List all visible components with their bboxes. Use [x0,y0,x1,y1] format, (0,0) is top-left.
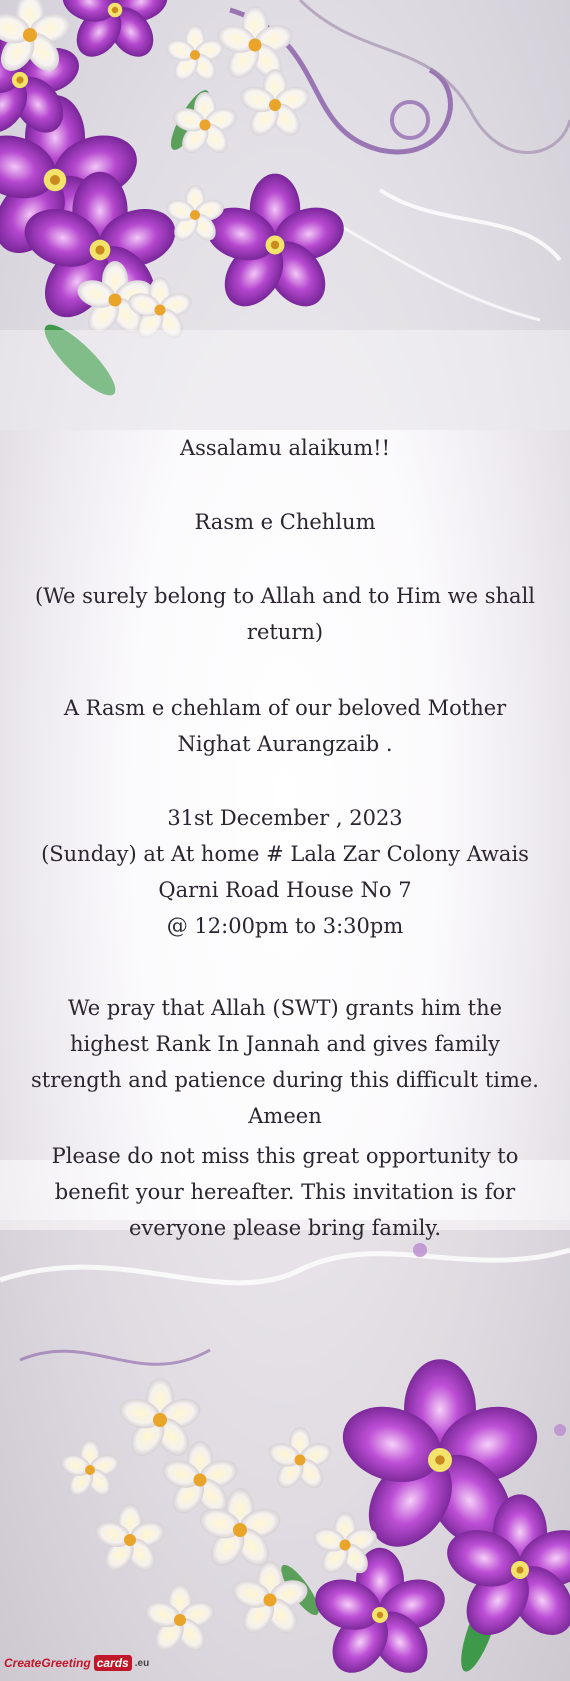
prayer-text: We pray that Allah (SWT) grants him the highest Rank In Jannah and gives family strength and patience during this difficult time. Ameen [31,996,539,1128]
verse [30,578,540,650]
event-venue: (Sunday) at At home # Lala Zar Colony Awais Qarni Road House No 7 [41,842,529,902]
event-details [30,800,540,944]
greeting [30,430,540,466]
verse-text: (We surely belong to Allah and to Him we shall return) [34,584,535,644]
brand-name-part2: cards [94,1655,132,1671]
floral-decoration-top [0,0,570,430]
event-date: 31st December , 2023 [167,806,403,830]
closing-text: Please do not miss this great opportunity to benefit your hereafter. This invitation is for everyone please bring family. [51,1144,519,1240]
event-time: @ 12:00pm to 3:30pm [166,914,404,938]
closing [30,1138,540,1246]
prayer [30,990,540,1134]
brand-name-part3: .eu [134,1657,150,1669]
announcement [30,690,540,762]
event-title-text: Rasm e Chehlum [194,510,376,534]
event-title [30,504,540,540]
brand-logo[interactable] [4,1650,149,1676]
announcement-text: A Rasm e chehlam of our beloved Mother Nighat Aurangzaib . [63,696,507,756]
greeting-text: Assalamu alaikum!! [179,436,391,460]
brand-name-part1: CreateGreeting [4,1656,91,1670]
